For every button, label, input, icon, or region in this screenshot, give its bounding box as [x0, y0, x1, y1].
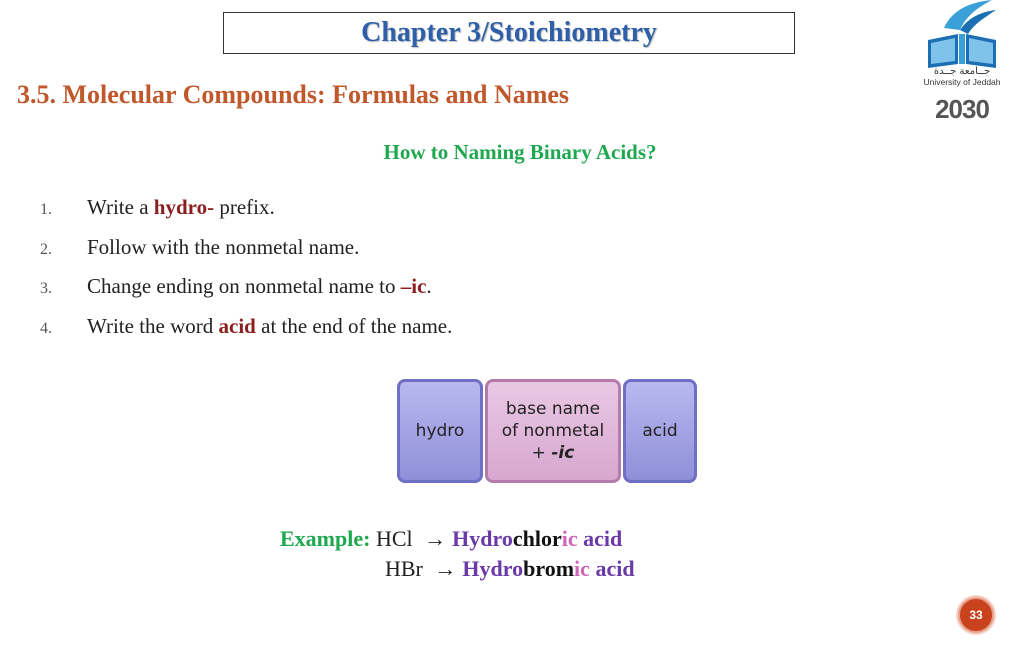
step-emphasis: hydro- [153, 195, 215, 219]
hydro-block [397, 379, 483, 483]
step-number: 3. [40, 280, 52, 297]
example-prefix: Hydro [452, 526, 513, 551]
arrow-icon: → [434, 556, 457, 581]
step-emphasis: –ic [400, 274, 427, 298]
chapter-title-box [223, 12, 795, 54]
page-number: 33 [969, 608, 983, 622]
step-text-end: at the end of the name. [255, 313, 453, 338]
example-ic: ic [574, 556, 590, 581]
example-formula: HCl [375, 526, 413, 551]
step-text: Follow with the nonmetal name. [87, 234, 360, 259]
base-name-block [485, 379, 621, 483]
logo-english: University of Jeddah [923, 77, 1001, 87]
acid-name-diagram [397, 379, 697, 483]
step-text: Change ending on nonmetal name to [87, 274, 401, 298]
base-name-line2: of nonmetal [501, 421, 605, 441]
hydro-block-label: hydro [415, 421, 465, 441]
example-row-1 [280, 526, 622, 552]
acid-block [623, 379, 697, 483]
vision-2030-logo: 2030 [935, 94, 989, 124]
subtitle: How to Naming Binary Acids? [383, 140, 657, 164]
example-prefix: Hydro [462, 556, 524, 581]
step-emphasis: acid [218, 313, 256, 338]
step-text-end: . [426, 274, 432, 298]
step-number: 4. [40, 319, 52, 337]
example-label: Example: [280, 526, 371, 551]
base-name-plus: + [531, 443, 552, 463]
arrow-icon: → [424, 526, 447, 551]
example-formula: HBr [385, 556, 423, 581]
page-number-badge [958, 597, 994, 633]
chapter-title: Chapter 3/Stoichiometry [361, 17, 657, 48]
steps-list [40, 195, 452, 353]
step-number: 1. [40, 201, 52, 218]
base-name-line1: base name [505, 399, 601, 419]
step-text: Write a [87, 195, 154, 219]
step-item [40, 235, 452, 275]
step-item [40, 195, 452, 235]
step-text: Write the word [87, 313, 219, 338]
acid-block-label: acid [642, 421, 678, 441]
step-number: 2. [40, 240, 52, 258]
example-row-2 [385, 556, 635, 582]
step-text-end: prefix. [214, 195, 275, 219]
logo-arabic: جــامعة جــدة [933, 66, 991, 77]
step-item [40, 274, 452, 314]
example-base: chlor [512, 526, 562, 551]
base-name-ic: -ic [551, 443, 575, 463]
example-acid: acid [577, 526, 623, 551]
example-ic: ic [561, 526, 578, 551]
example-acid: acid [589, 556, 635, 581]
section-title: 3.5. Molecular Compounds: Formulas and Names [17, 80, 570, 109]
example-base: brom [523, 556, 575, 581]
step-item [40, 314, 452, 354]
